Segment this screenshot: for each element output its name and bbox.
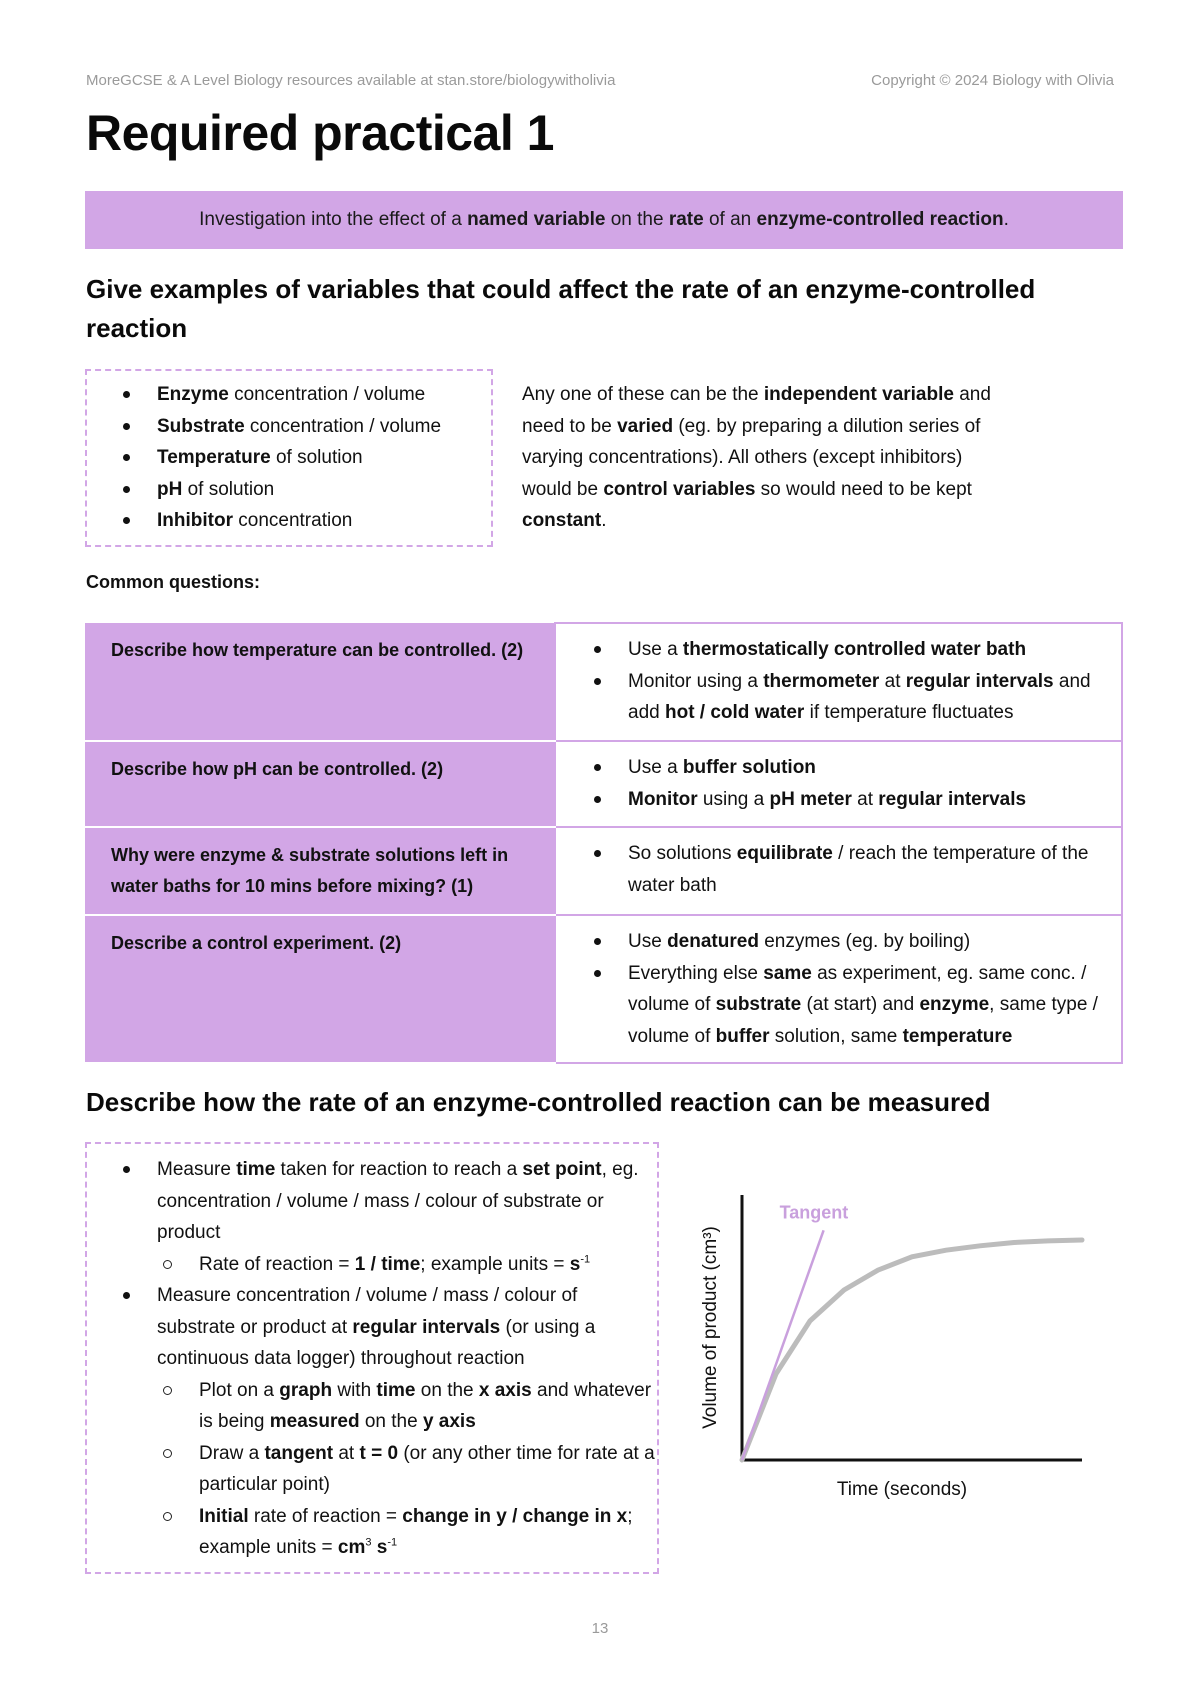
tangent-label: Tangent: [779, 1202, 849, 1223]
table-row: [85, 741, 1122, 827]
tangent-line: [742, 1230, 824, 1460]
table-row: [85, 827, 1122, 915]
question-cell: Describe how pH can be controlled. (2): [85, 741, 555, 827]
list-item: Inhibitor concentration: [87, 505, 491, 537]
list-item: Use denatured enzymes (eg. by boiling): [556, 926, 1113, 958]
list-item: So solutions equilibrate / reach the temperature of the water bath: [556, 838, 1113, 901]
sub-list-item: Draw a tangent at t = 0 (or any other time for rate at a particular point): [157, 1438, 657, 1501]
list-item: Monitor using a pH meter at regular intervals: [556, 784, 1113, 816]
list-item: Use a thermostatically controlled water bath: [556, 634, 1113, 666]
section-heading-rate: Describe how the rate of an enzyme-controlled reaction can be measured: [86, 1087, 991, 1117]
common-questions-label: Common questions:: [86, 572, 260, 592]
list-item: Temperature of solution: [87, 442, 491, 474]
sub-list-item: Rate of reaction = 1 / time; example units = $s^{-1}$: [157, 1249, 657, 1281]
x-axis-label: Time (seconds): [836, 1479, 968, 1500]
variables-box: [85, 369, 493, 547]
question-cell: Why were enzyme & substrate solutions left in water baths for 10 mins before mixing? (1): [85, 827, 555, 915]
list-item: Substrate concentration / volume: [87, 411, 491, 443]
table-row: [85, 915, 1122, 1063]
sub-list-item: Plot on a graph with time on the x axis and whatever is being measured on the y axis: [157, 1375, 657, 1438]
answer-cell: [555, 741, 1122, 827]
rate-graph: [680, 1180, 1100, 1510]
answer-cell: [555, 827, 1122, 915]
question-cell: Describe a control experiment. (2): [85, 915, 555, 1063]
resources-link-text[interactable]: MoreGCSE & A Level Biology resources available at stan.store/biologywitholivia: [86, 72, 616, 89]
answer-cell: [555, 623, 1122, 741]
list-item: Enzyme concentration / volume: [87, 379, 491, 411]
answer-cell: [555, 915, 1122, 1063]
independent-variable-note: Any one of these can be the independent variable and need to be varied (eg. by preparing a dilution series of varying concentrations). All others (except inhibitors) would be control variables so would need to be kept constant.: [522, 384, 991, 531]
list-item: Everything else same as experiment, eg. same conc. / volume of substrate (at start) and enzyme, same type / volume of buffer solution, same temperature: [556, 958, 1113, 1053]
practical-banner: Investigation into the effect of a named variable on the rate of an enzyme-controlled reaction.: [85, 191, 1123, 249]
y-axis-label: Volume of product (cm³): [700, 1226, 721, 1429]
page-title: Required practical 1: [86, 105, 554, 161]
product-curve: [742, 1240, 1082, 1460]
list-item: Measure time taken for reaction to reach a set point, eg. concentration / volume / mass / colour of substrate or product Rate of reaction = 1 / time; example units = $s^{-1}$: [87, 1154, 657, 1280]
sub-list-item: Initial rate of reaction = change in y / change in x; example units = $cm^3$ $s^{-1}$: [157, 1501, 657, 1564]
section-heading-variables: Give examples of variables that could affect the rate of an enzyme-controlled reaction: [86, 274, 1036, 343]
table-row: [85, 623, 1122, 741]
list-item: Use a buffer solution: [556, 752, 1113, 784]
copyright-text: Copyright © 2024 Biology with Olivia: [871, 72, 1114, 89]
question-cell: Describe how temperature can be controlled. (2): [85, 623, 555, 741]
common-questions-table: [85, 622, 1123, 1064]
list-item: Measure concentration / volume / mass / colour of substrate or product at regular intervals (or using a continuous data logger) throughout reaction Plot on a graph with time on the x axis and whatever is being measured on the y axis Draw a tangent at t = 0 (or any other time for rate at a particular point) Initial rate of reaction = change in y / change in x; example units = $cm^3$ $s^{-1}$: [87, 1280, 657, 1564]
list-item: pH of solution: [87, 474, 491, 506]
measurement-box: [85, 1142, 659, 1574]
page-number: 13: [591, 1620, 609, 1637]
header-bar: [86, 72, 1114, 89]
list-item: Monitor using a thermometer at regular intervals and add hot / cold water if temperature fluctuates: [556, 666, 1113, 729]
